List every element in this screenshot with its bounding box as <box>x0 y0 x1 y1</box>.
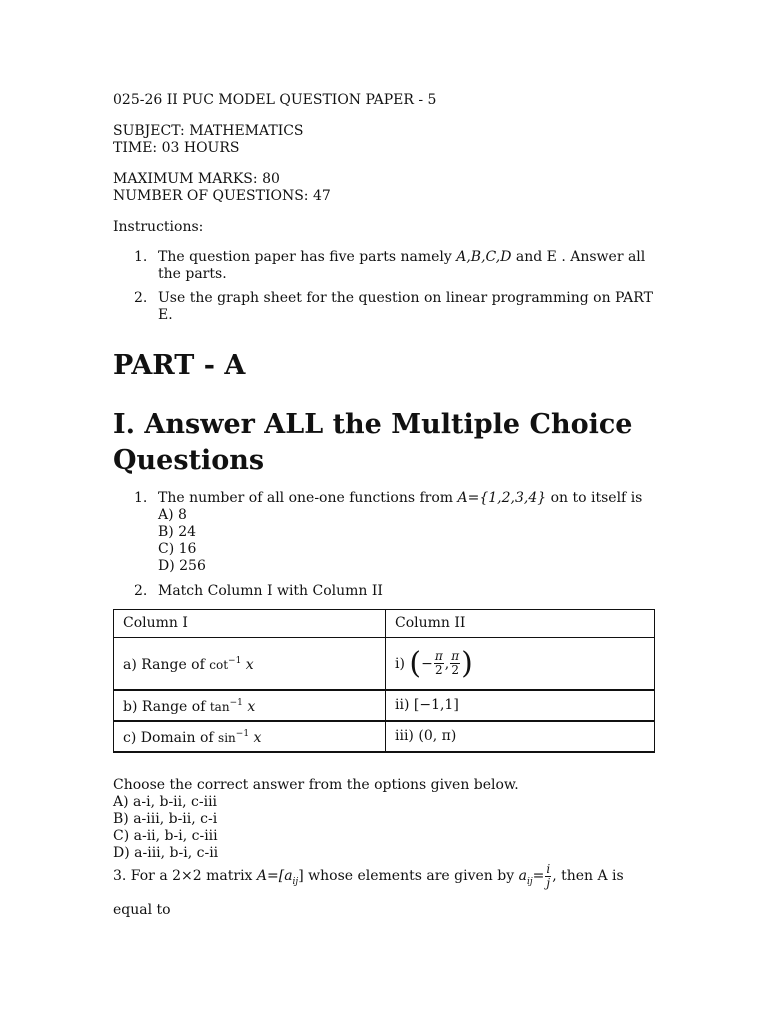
section-title-line2: Questions <box>113 445 265 476</box>
part-title: PART - A <box>113 350 246 381</box>
paper-title: 025-26 II PUC MODEL QUESTION PAPER - 5 <box>113 92 437 108</box>
question-text-cont: , then A is <box>552 868 624 884</box>
question-text-wrap: equal to <box>113 901 171 918</box>
instructions-label-block <box>113 219 658 236</box>
question-2 <box>113 583 658 600</box>
instructions-list <box>113 249 658 324</box>
instruction-item <box>113 290 658 324</box>
cell-var: x <box>247 699 256 715</box>
cell-text: b) Range of <box>123 699 210 715</box>
question-number: 1. <box>134 490 148 506</box>
max-marks-line: MAXIMUM MARKS: 80 <box>113 171 280 187</box>
question-math: A={1,2,3,4} <box>457 490 547 506</box>
instruction-number: 2. <box>134 290 148 306</box>
matrix-dimension: 2×2 <box>172 868 202 884</box>
cell-text: a) Range of <box>123 657 210 673</box>
fraction-denominator: 2 <box>451 663 459 677</box>
option-a: A) 8 <box>158 507 187 523</box>
table-row <box>114 690 655 721</box>
question-paper <box>113 92 658 924</box>
element-subscript: ij <box>526 876 533 887</box>
question-text: 3. For a <box>113 868 173 884</box>
column-1-cell <box>114 721 386 752</box>
subject-block <box>113 123 658 157</box>
num-questions-line: NUMBER OF QUESTIONS: 47 <box>113 188 331 204</box>
option-c: C) 16 <box>158 541 197 557</box>
cell-var: x <box>245 657 254 673</box>
option-d: D) a-iii, b-i, c-ii <box>113 845 219 861</box>
fraction-numerator: π <box>451 649 460 663</box>
element-fraction <box>545 863 551 890</box>
section-title-line1: I. Answer ALL the Multiple Choice <box>113 409 633 440</box>
subject-line: SUBJECT: MATHEMATICS <box>113 123 304 139</box>
equals-sign: = <box>532 868 545 884</box>
cell-func: tan <box>209 700 230 714</box>
questions-list <box>113 490 658 600</box>
matrix-subscript: ij <box>292 876 299 887</box>
column-2-cell <box>386 721 655 752</box>
question-text-cont: whose elements are given by <box>303 868 519 884</box>
question-3 <box>113 862 658 924</box>
column-2-cell <box>386 690 655 721</box>
time-line: TIME: 03 HOURS <box>113 140 240 156</box>
instruction-text: The question paper has five parts namely <box>158 249 457 265</box>
option-b: B) 24 <box>158 524 197 540</box>
match-table <box>113 609 655 753</box>
instruction-text-wrap: E. <box>158 307 173 323</box>
fraction-numerator: i <box>546 861 551 876</box>
instruction-math: A,B,C,D <box>456 249 512 265</box>
fraction-numerator: π <box>434 649 443 663</box>
table-row <box>114 638 655 691</box>
cell-math: [−1,1] <box>413 697 459 713</box>
table-header-row <box>114 610 655 638</box>
inverse-superscript: −1 <box>228 656 242 666</box>
question-number: 2. <box>134 583 148 599</box>
column-2-header: Column II <box>386 610 655 638</box>
choose-instruction: Choose the correct answer from the options given below. <box>113 777 519 793</box>
cell-label: iii) <box>395 728 419 744</box>
instruction-text-cont: and E . Answer all <box>511 249 646 265</box>
inverse-superscript: −1 <box>229 698 243 708</box>
question-1 <box>113 490 658 575</box>
question-text: Match Column I with Column II <box>158 583 383 599</box>
q2-options-block <box>113 777 658 862</box>
instruction-number: 1. <box>134 249 148 265</box>
cell-math: (0, π) <box>418 728 457 744</box>
instructions-label: Instructions: <box>113 219 204 235</box>
inverse-superscript: −1 <box>235 729 250 739</box>
instruction-text-wrap: the parts. <box>158 266 227 282</box>
instruction-text: Use the graph sheet for the question on linear programming on PART <box>158 290 653 306</box>
column-2-cell: i) (− $\frac{\pi}{2}$ , $\frac{\pi}{2}$ ) <box>386 638 655 691</box>
option-c: C) a-ii, b-i, c-iii <box>113 828 218 844</box>
question-text-cont: on to itself is <box>546 490 643 506</box>
column-1-cell <box>114 690 386 721</box>
fraction-denominator: 2 <box>434 663 443 677</box>
section-title <box>113 407 658 479</box>
column-1-header: Column I <box>114 610 386 638</box>
instruction-item <box>113 249 658 283</box>
question-text: The number of all one-one functions from <box>158 490 458 506</box>
marks-block <box>113 171 658 205</box>
cell-var: x <box>253 730 262 746</box>
close-paren: ) <box>461 645 473 681</box>
cell-func: cot <box>209 658 229 672</box>
option-d: D) 256 <box>158 558 206 574</box>
cell-func: sin <box>218 731 236 745</box>
option-b: B) a-iii, b-ii, c-i <box>113 811 218 827</box>
table-row <box>114 721 655 752</box>
cell-label: i) <box>395 655 410 672</box>
question-text-cont: matrix <box>201 868 257 884</box>
element-symbol: a <box>518 868 527 884</box>
minus-sign: − <box>421 655 433 672</box>
column-1-cell <box>114 638 386 691</box>
matrix-close-bracket: ] <box>298 868 304 884</box>
fraction <box>434 650 444 677</box>
cell-text: c) Domain of <box>123 730 219 746</box>
fraction <box>450 650 460 677</box>
cell-label: ii) <box>395 697 414 713</box>
option-a: A) a-i, b-ii, c-iii <box>113 794 218 810</box>
matrix-definition: A=[a <box>256 868 293 884</box>
paper-title-block <box>113 92 658 109</box>
open-paren: ( <box>409 645 422 681</box>
fraction-denominator: j <box>546 875 551 890</box>
